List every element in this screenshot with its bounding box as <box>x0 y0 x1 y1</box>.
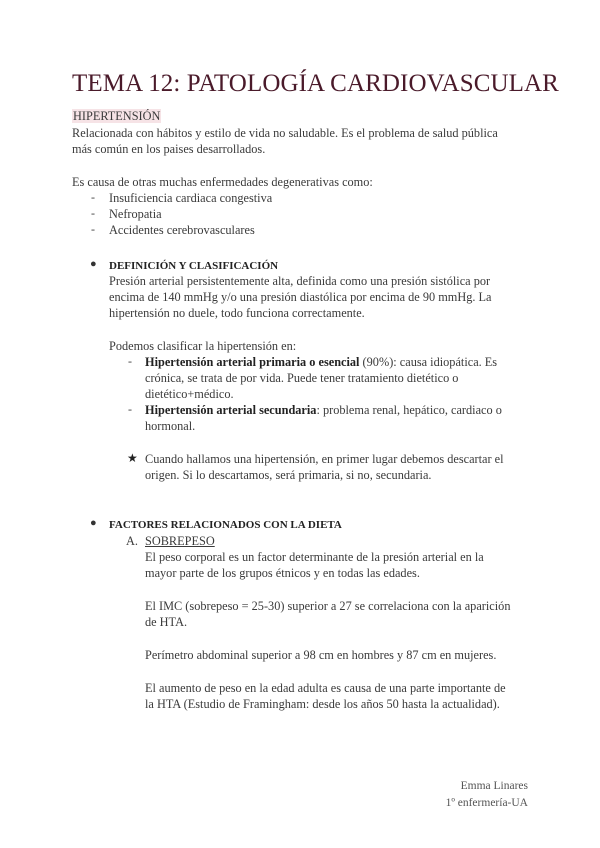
subsection-title-sobrepeso: SOBREPESO <box>145 534 215 548</box>
star-note-line-2: origen. Si lo descartamos, será primaria, si no, secundaria. <box>145 468 432 482</box>
item-1-rest: (90%): causa idiopática. Es <box>359 355 498 369</box>
sobrepeso-p1-line-2: mayor parte de los grupos étnicos y en todas las edades. <box>145 566 420 580</box>
clasificacion-item-1-line-3: dietético+médico. <box>145 387 234 401</box>
intro-line-2: más común en los paises desarrollados. <box>72 142 266 156</box>
sobrepeso-p1-line-1: El peso corporal es un factor determinante de la presión arterial en la <box>145 550 484 564</box>
cause-item-2: Nefropatia <box>109 207 162 221</box>
footer-author: Emma Linares <box>460 780 528 792</box>
sobrepeso-p3-line-1: Perímetro abdominal superior a 98 cm en hombres y 87 cm en mujeres. <box>145 648 497 662</box>
clasificacion-intro: Podemos clasificar la hipertensión en: <box>109 339 297 353</box>
clasificacion-item-2-line-1 <box>145 402 502 418</box>
dash-marker: - <box>91 222 95 236</box>
dash-marker: - <box>128 402 132 416</box>
item-1-bold-term: Hipertensión arterial primaria o esencial <box>145 355 360 369</box>
sobrepeso-p2-line-2: de HTA. <box>145 615 188 629</box>
definicion-line-1: Presión arterial persistentemente alta, definida como una presión sistólica por <box>109 274 491 288</box>
cause-item-3: Accidentes cerebrovasculares <box>109 223 255 237</box>
sobrepeso-p2-line-1: El IMC (sobrepeso = 25-30) superior a 27 se correlaciona con la aparición <box>145 599 511 613</box>
intro-line-1: Relacionada con hábitos y estilo de vida no saludable. Es el problema de salud pública <box>72 126 498 140</box>
highlighted-heading: HIPERTENSIÓN <box>73 109 161 123</box>
bullet-dot: ● <box>90 517 97 529</box>
footer-course: 1º enfermería-UA <box>445 797 528 809</box>
dash-marker: - <box>128 354 132 368</box>
star-note-line-1: Cuando hallamos una hipertensión, en primer lugar debemos descartar el <box>145 452 504 466</box>
causes-intro: Es causa de otras muchas enfermedades degenerativas como: <box>72 175 373 189</box>
sobrepeso-p4-line-2: la HTA (Estudio de Framingham: desde los años 50 hasta la actualidad). <box>145 697 500 711</box>
cause-item-1: Insuficiencia cardiaca congestiva <box>109 191 273 205</box>
section-heading-hipertension <box>72 108 161 124</box>
page-title: TEMA 12: PATOLOGÍA CARDIOVASCULAR <box>72 70 559 97</box>
bullet-dot: ● <box>90 258 97 270</box>
section-heading-definicion: DEFINICIÓN Y CLASIFICACIÓN <box>109 260 279 272</box>
clasificacion-item-2-line-2: hormonal. <box>145 419 196 433</box>
sobrepeso-p4-line-1: El aumento de peso en la edad adulta es causa de una parte importante de <box>145 681 506 695</box>
definicion-line-2: encima de 140 mmHg y/o una presión diastólica por encima de 90 mmHg. La <box>109 290 492 304</box>
section-heading-factores: FACTORES RELACIONADOS CON LA DIETA <box>109 519 342 531</box>
star-icon: ★ <box>127 451 138 465</box>
dash-marker: - <box>91 190 95 204</box>
clasificacion-item-1-line-2: crónica, se trata de por vida. Puede tener tratamiento dietético o <box>145 371 459 385</box>
dash-marker: - <box>91 206 95 220</box>
definicion-line-3: hipertensión no duele, todo funciona correctamente. <box>109 306 365 320</box>
list-marker-a: A. <box>126 534 138 548</box>
clasificacion-item-1-line-1 <box>145 354 497 370</box>
item-2-rest: : problema renal, hepático, cardiaco o <box>316 403 502 417</box>
item-2-bold-term: Hipertensión arterial secundaria <box>145 403 317 417</box>
